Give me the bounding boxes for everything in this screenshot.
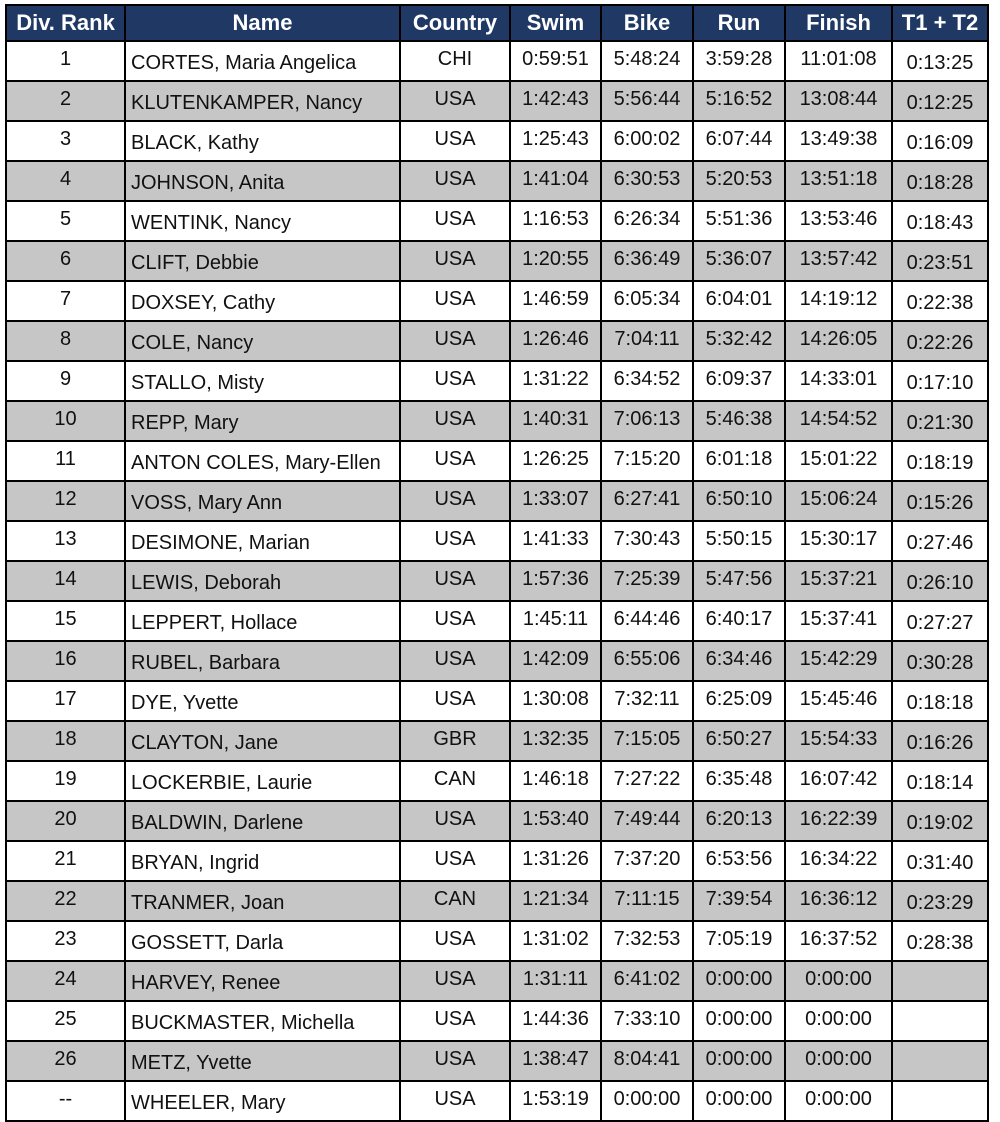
- swim-time-cell: 1:42:43: [510, 81, 601, 121]
- header-name: Name: [125, 5, 400, 41]
- transition-time-cell: 0:18:14: [892, 761, 988, 801]
- rank-cell: 5: [6, 201, 125, 241]
- header-finish: Finish: [785, 5, 892, 41]
- country-cell: USA: [400, 801, 510, 841]
- country-cell: USA: [400, 481, 510, 521]
- swim-time-cell: 1:41:04: [510, 161, 601, 201]
- run-time-cell: 5:47:56: [693, 561, 785, 601]
- table-row: [6, 161, 988, 201]
- bike-time-cell: 8:04:41: [601, 1041, 693, 1081]
- table-row: [6, 841, 988, 881]
- bike-time-cell: 5:56:44: [601, 81, 693, 121]
- run-time-cell: 6:01:18: [693, 441, 785, 481]
- swim-time-cell: 1:26:46: [510, 321, 601, 361]
- country-cell: CAN: [400, 881, 510, 921]
- country-cell: CHI: [400, 41, 510, 81]
- transition-time-cell: 0:18:43: [892, 201, 988, 241]
- table-row: [6, 801, 988, 841]
- swim-time-cell: 1:31:11: [510, 961, 601, 1001]
- table-row: [6, 601, 988, 641]
- transition-time-cell: 0:30:28: [892, 641, 988, 681]
- transition-time-cell: 0:27:46: [892, 521, 988, 561]
- transition-time-cell: [892, 1081, 988, 1121]
- table-row: [6, 81, 988, 121]
- table-row: [6, 961, 988, 1001]
- rank-cell: 2: [6, 81, 125, 121]
- athlete-name-cell: CORTES, Maria Angelica: [125, 41, 400, 81]
- run-time-cell: 6:40:17: [693, 601, 785, 641]
- bike-time-cell: 6:30:53: [601, 161, 693, 201]
- country-cell: USA: [400, 1041, 510, 1081]
- swim-time-cell: 1:46:18: [510, 761, 601, 801]
- athlete-name-cell: ANTON COLES, Mary-Ellen: [125, 441, 400, 481]
- rank-cell: 7: [6, 281, 125, 321]
- rank-cell: 10: [6, 401, 125, 441]
- run-time-cell: 0:00:00: [693, 961, 785, 1001]
- country-cell: GBR: [400, 721, 510, 761]
- bike-time-cell: 5:48:24: [601, 41, 693, 81]
- bike-time-cell: 7:04:11: [601, 321, 693, 361]
- finish-time-cell: 15:54:33: [785, 721, 892, 761]
- swim-time-cell: 1:26:25: [510, 441, 601, 481]
- transition-time-cell: 0:15:26: [892, 481, 988, 521]
- run-time-cell: 6:50:27: [693, 721, 785, 761]
- swim-time-cell: 1:31:02: [510, 921, 601, 961]
- header-country: Country: [400, 5, 510, 41]
- table-row: [6, 761, 988, 801]
- finish-time-cell: 16:37:52: [785, 921, 892, 961]
- bike-time-cell: 6:41:02: [601, 961, 693, 1001]
- run-time-cell: 6:20:13: [693, 801, 785, 841]
- rank-cell: --: [6, 1081, 125, 1121]
- swim-time-cell: 1:41:33: [510, 521, 601, 561]
- athlete-name-cell: TRANMER, Joan: [125, 881, 400, 921]
- finish-time-cell: 0:00:00: [785, 961, 892, 1001]
- finish-time-cell: 15:06:24: [785, 481, 892, 521]
- header-t1-t2: T1 + T2: [892, 5, 988, 41]
- athlete-name-cell: KLUTENKAMPER, Nancy: [125, 81, 400, 121]
- header-bike: Bike: [601, 5, 693, 41]
- bike-time-cell: 6:27:41: [601, 481, 693, 521]
- table-row: [6, 681, 988, 721]
- run-time-cell: 5:46:38: [693, 401, 785, 441]
- finish-time-cell: 15:42:29: [785, 641, 892, 681]
- finish-time-cell: 16:22:39: [785, 801, 892, 841]
- table-row: [6, 241, 988, 281]
- finish-time-cell: 16:07:42: [785, 761, 892, 801]
- finish-time-cell: 15:37:21: [785, 561, 892, 601]
- athlete-name-cell: BALDWIN, Darlene: [125, 801, 400, 841]
- rank-cell: 16: [6, 641, 125, 681]
- finish-time-cell: 11:01:08: [785, 41, 892, 81]
- country-cell: USA: [400, 81, 510, 121]
- table-row: [6, 921, 988, 961]
- country-cell: USA: [400, 361, 510, 401]
- athlete-name-cell: REPP, Mary: [125, 401, 400, 441]
- transition-time-cell: 0:22:26: [892, 321, 988, 361]
- rank-cell: 21: [6, 841, 125, 881]
- country-cell: USA: [400, 1001, 510, 1041]
- bike-time-cell: 7:49:44: [601, 801, 693, 841]
- run-time-cell: 5:36:07: [693, 241, 785, 281]
- transition-time-cell: 0:22:38: [892, 281, 988, 321]
- athlete-name-cell: JOHNSON, Anita: [125, 161, 400, 201]
- table-row: [6, 361, 988, 401]
- finish-time-cell: 14:19:12: [785, 281, 892, 321]
- run-time-cell: 7:05:19: [693, 921, 785, 961]
- bike-time-cell: 7:37:20: [601, 841, 693, 881]
- athlete-name-cell: BRYAN, Ingrid: [125, 841, 400, 881]
- bike-time-cell: 7:27:22: [601, 761, 693, 801]
- rank-cell: 18: [6, 721, 125, 761]
- finish-time-cell: 0:00:00: [785, 1081, 892, 1121]
- swim-time-cell: 1:40:31: [510, 401, 601, 441]
- finish-time-cell: 13:51:18: [785, 161, 892, 201]
- run-time-cell: 6:04:01: [693, 281, 785, 321]
- country-cell: USA: [400, 1081, 510, 1121]
- table-body: [6, 41, 988, 1121]
- transition-time-cell: 0:23:51: [892, 241, 988, 281]
- rank-cell: 14: [6, 561, 125, 601]
- finish-time-cell: 0:00:00: [785, 1001, 892, 1041]
- finish-time-cell: 15:37:41: [785, 601, 892, 641]
- table-row: [6, 641, 988, 681]
- swim-time-cell: 1:57:36: [510, 561, 601, 601]
- swim-time-cell: 1:53:19: [510, 1081, 601, 1121]
- athlete-name-cell: LEPPERT, Hollace: [125, 601, 400, 641]
- transition-time-cell: 0:18:19: [892, 441, 988, 481]
- swim-time-cell: 1:25:43: [510, 121, 601, 161]
- finish-time-cell: 16:36:12: [785, 881, 892, 921]
- bike-time-cell: 6:36:49: [601, 241, 693, 281]
- athlete-name-cell: LEWIS, Deborah: [125, 561, 400, 601]
- country-cell: USA: [400, 321, 510, 361]
- results-table: [5, 4, 989, 1122]
- finish-time-cell: 13:57:42: [785, 241, 892, 281]
- country-cell: USA: [400, 121, 510, 161]
- run-time-cell: 6:34:46: [693, 641, 785, 681]
- athlete-name-cell: VOSS, Mary Ann: [125, 481, 400, 521]
- rank-cell: 8: [6, 321, 125, 361]
- athlete-name-cell: HARVEY, Renee: [125, 961, 400, 1001]
- header-div-rank: Div. Rank: [6, 5, 125, 41]
- transition-time-cell: 0:23:29: [892, 881, 988, 921]
- bike-time-cell: 6:26:34: [601, 201, 693, 241]
- finish-time-cell: 15:45:46: [785, 681, 892, 721]
- transition-time-cell: [892, 1041, 988, 1081]
- run-time-cell: 6:07:44: [693, 121, 785, 161]
- table-row: [6, 121, 988, 161]
- bike-time-cell: 6:34:52: [601, 361, 693, 401]
- rank-cell: 13: [6, 521, 125, 561]
- athlete-name-cell: BLACK, Kathy: [125, 121, 400, 161]
- header-swim: Swim: [510, 5, 601, 41]
- run-time-cell: 0:00:00: [693, 1001, 785, 1041]
- finish-time-cell: 16:34:22: [785, 841, 892, 881]
- table-row: [6, 401, 988, 441]
- header-row: [6, 5, 988, 41]
- transition-time-cell: 0:26:10: [892, 561, 988, 601]
- country-cell: USA: [400, 401, 510, 441]
- rank-cell: 26: [6, 1041, 125, 1081]
- transition-time-cell: 0:16:26: [892, 721, 988, 761]
- table-row: [6, 481, 988, 521]
- rank-cell: 20: [6, 801, 125, 841]
- run-time-cell: 0:00:00: [693, 1041, 785, 1081]
- transition-time-cell: 0:13:25: [892, 41, 988, 81]
- rank-cell: 25: [6, 1001, 125, 1041]
- run-time-cell: 7:39:54: [693, 881, 785, 921]
- swim-time-cell: 1:31:26: [510, 841, 601, 881]
- bike-time-cell: 7:32:11: [601, 681, 693, 721]
- swim-time-cell: 1:21:34: [510, 881, 601, 921]
- run-time-cell: 0:00:00: [693, 1081, 785, 1121]
- rank-cell: 4: [6, 161, 125, 201]
- country-cell: USA: [400, 681, 510, 721]
- transition-time-cell: 0:27:27: [892, 601, 988, 641]
- athlete-name-cell: METZ, Yvette: [125, 1041, 400, 1081]
- table-header: [6, 5, 988, 41]
- swim-time-cell: 1:31:22: [510, 361, 601, 401]
- table-row: [6, 41, 988, 81]
- transition-time-cell: 0:16:09: [892, 121, 988, 161]
- country-cell: USA: [400, 841, 510, 881]
- bike-time-cell: 7:15:05: [601, 721, 693, 761]
- rank-cell: 11: [6, 441, 125, 481]
- transition-time-cell: [892, 961, 988, 1001]
- athlete-name-cell: COLE, Nancy: [125, 321, 400, 361]
- transition-time-cell: 0:31:40: [892, 841, 988, 881]
- bike-time-cell: 7:33:10: [601, 1001, 693, 1041]
- transition-time-cell: 0:18:28: [892, 161, 988, 201]
- finish-time-cell: 14:54:52: [785, 401, 892, 441]
- run-time-cell: 6:35:48: [693, 761, 785, 801]
- athlete-name-cell: BUCKMASTER, Michella: [125, 1001, 400, 1041]
- swim-time-cell: 1:30:08: [510, 681, 601, 721]
- table-row: [6, 281, 988, 321]
- country-cell: USA: [400, 201, 510, 241]
- rank-cell: 17: [6, 681, 125, 721]
- swim-time-cell: 0:59:51: [510, 41, 601, 81]
- bike-time-cell: 6:55:06: [601, 641, 693, 681]
- run-time-cell: 5:16:52: [693, 81, 785, 121]
- table-row: [6, 561, 988, 601]
- table-row: [6, 721, 988, 761]
- header-run: Run: [693, 5, 785, 41]
- finish-time-cell: 15:30:17: [785, 521, 892, 561]
- athlete-name-cell: WENTINK, Nancy: [125, 201, 400, 241]
- finish-time-cell: 14:33:01: [785, 361, 892, 401]
- bike-time-cell: 6:44:46: [601, 601, 693, 641]
- finish-time-cell: 15:01:22: [785, 441, 892, 481]
- run-time-cell: 6:25:09: [693, 681, 785, 721]
- run-time-cell: 6:50:10: [693, 481, 785, 521]
- transition-time-cell: 0:19:02: [892, 801, 988, 841]
- rank-cell: 22: [6, 881, 125, 921]
- swim-time-cell: 1:44:36: [510, 1001, 601, 1041]
- country-cell: USA: [400, 921, 510, 961]
- rank-cell: 15: [6, 601, 125, 641]
- run-time-cell: 5:32:42: [693, 321, 785, 361]
- rank-cell: 3: [6, 121, 125, 161]
- transition-time-cell: 0:21:30: [892, 401, 988, 441]
- rank-cell: 19: [6, 761, 125, 801]
- bike-time-cell: 7:11:15: [601, 881, 693, 921]
- country-cell: USA: [400, 441, 510, 481]
- bike-time-cell: 7:15:20: [601, 441, 693, 481]
- rank-cell: 23: [6, 921, 125, 961]
- country-cell: USA: [400, 601, 510, 641]
- country-cell: USA: [400, 561, 510, 601]
- country-cell: USA: [400, 161, 510, 201]
- athlete-name-cell: DYE, Yvette: [125, 681, 400, 721]
- rank-cell: 6: [6, 241, 125, 281]
- bike-time-cell: 7:25:39: [601, 561, 693, 601]
- transition-time-cell: 0:12:25: [892, 81, 988, 121]
- athlete-name-cell: LOCKERBIE, Laurie: [125, 761, 400, 801]
- rank-cell: 1: [6, 41, 125, 81]
- table-row: [6, 1041, 988, 1081]
- swim-time-cell: 1:46:59: [510, 281, 601, 321]
- athlete-name-cell: CLIFT, Debbie: [125, 241, 400, 281]
- bike-time-cell: 0:00:00: [601, 1081, 693, 1121]
- country-cell: USA: [400, 961, 510, 1001]
- run-time-cell: 3:59:28: [693, 41, 785, 81]
- transition-time-cell: 0:28:38: [892, 921, 988, 961]
- athlete-name-cell: DESIMONE, Marian: [125, 521, 400, 561]
- country-cell: USA: [400, 281, 510, 321]
- table-row: [6, 321, 988, 361]
- bike-time-cell: 6:05:34: [601, 281, 693, 321]
- finish-time-cell: 13:08:44: [785, 81, 892, 121]
- swim-time-cell: 1:33:07: [510, 481, 601, 521]
- table-row: [6, 881, 988, 921]
- run-time-cell: 6:53:56: [693, 841, 785, 881]
- swim-time-cell: 1:16:53: [510, 201, 601, 241]
- athlete-name-cell: RUBEL, Barbara: [125, 641, 400, 681]
- country-cell: USA: [400, 641, 510, 681]
- table-row: [6, 441, 988, 481]
- bike-time-cell: 7:30:43: [601, 521, 693, 561]
- finish-time-cell: 0:00:00: [785, 1041, 892, 1081]
- table-row: [6, 521, 988, 561]
- athlete-name-cell: STALLO, Misty: [125, 361, 400, 401]
- country-cell: USA: [400, 241, 510, 281]
- finish-time-cell: 14:26:05: [785, 321, 892, 361]
- athlete-name-cell: DOXSEY, Cathy: [125, 281, 400, 321]
- country-cell: USA: [400, 521, 510, 561]
- transition-time-cell: [892, 1001, 988, 1041]
- finish-time-cell: 13:53:46: [785, 201, 892, 241]
- rank-cell: 24: [6, 961, 125, 1001]
- run-time-cell: 5:20:53: [693, 161, 785, 201]
- swim-time-cell: 1:20:55: [510, 241, 601, 281]
- bike-time-cell: 6:00:02: [601, 121, 693, 161]
- transition-time-cell: 0:17:10: [892, 361, 988, 401]
- athlete-name-cell: CLAYTON, Jane: [125, 721, 400, 761]
- athlete-name-cell: WHEELER, Mary: [125, 1081, 400, 1121]
- swim-time-cell: 1:53:40: [510, 801, 601, 841]
- swim-time-cell: 1:45:11: [510, 601, 601, 641]
- rank-cell: 12: [6, 481, 125, 521]
- finish-time-cell: 13:49:38: [785, 121, 892, 161]
- rank-cell: 9: [6, 361, 125, 401]
- table-row: [6, 1081, 988, 1121]
- athlete-name-cell: GOSSETT, Darla: [125, 921, 400, 961]
- run-time-cell: 5:50:15: [693, 521, 785, 561]
- transition-time-cell: 0:18:18: [892, 681, 988, 721]
- table-row: [6, 201, 988, 241]
- bike-time-cell: 7:32:53: [601, 921, 693, 961]
- swim-time-cell: 1:38:47: [510, 1041, 601, 1081]
- swim-time-cell: 1:42:09: [510, 641, 601, 681]
- swim-time-cell: 1:32:35: [510, 721, 601, 761]
- table-row: [6, 1001, 988, 1041]
- country-cell: CAN: [400, 761, 510, 801]
- run-time-cell: 6:09:37: [693, 361, 785, 401]
- run-time-cell: 5:51:36: [693, 201, 785, 241]
- bike-time-cell: 7:06:13: [601, 401, 693, 441]
